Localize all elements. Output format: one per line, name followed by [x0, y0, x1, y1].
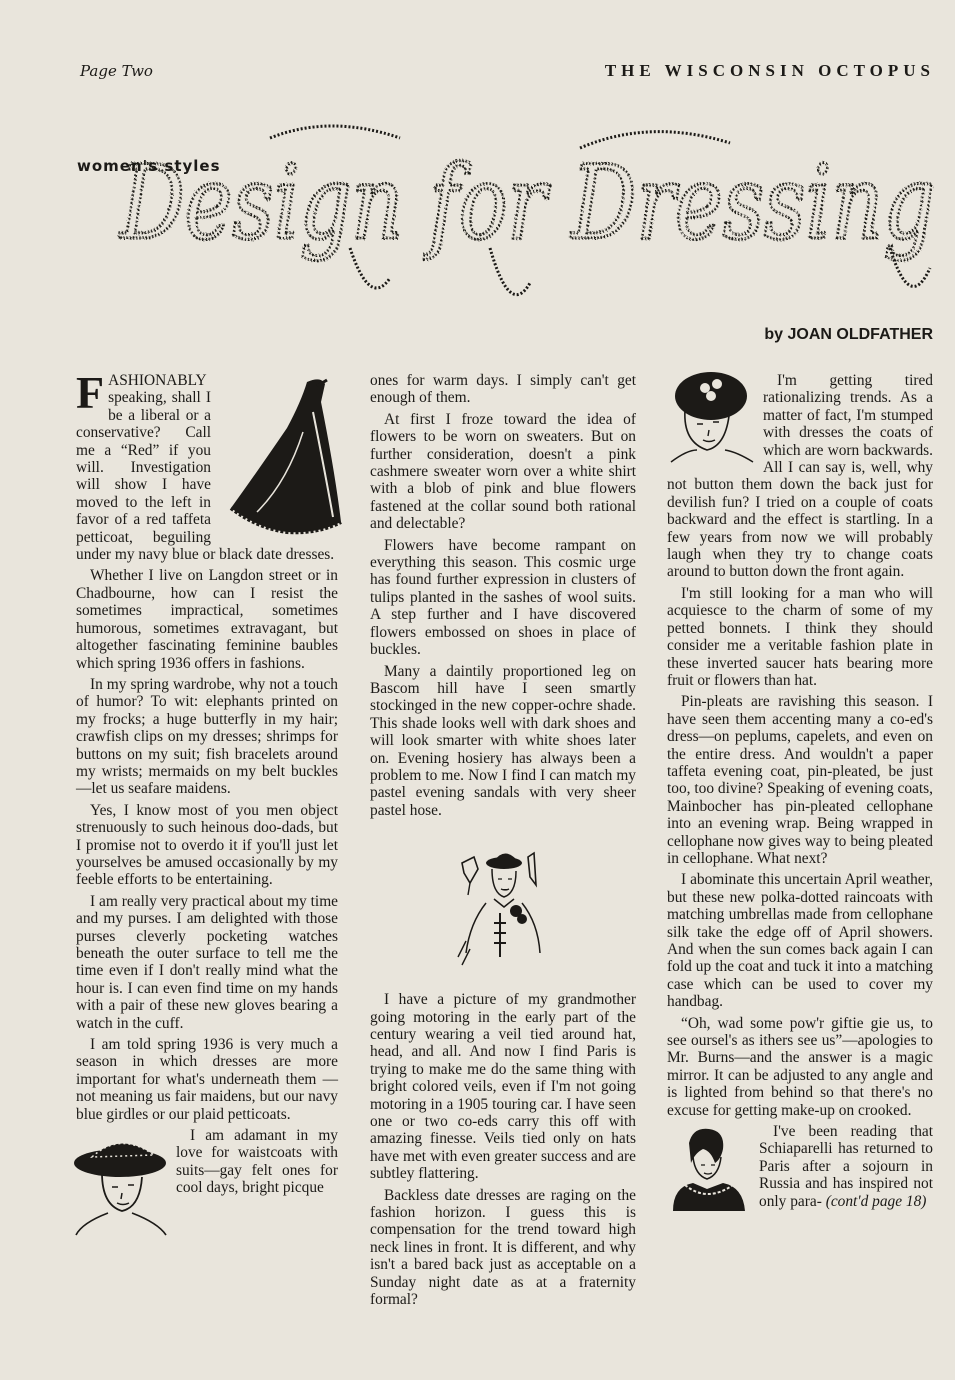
paragraph: In my spring wardrobe, why not a touch of humor? To wit: elephants printed on my frocks; a huge butterfly in my hair; crawfish clips on my dresses; shrimps for buttons on my suit; fish bracelets around my wrists; mermaids on my belt buckles—let us seafare maidens.: [76, 675, 338, 798]
section-label: women's styles: [77, 157, 221, 175]
byline: by JOAN OLDFATHER: [764, 326, 933, 343]
paragraph: Backless date dresses are raging on the fashion horizon. I guess this is compensation for the trend toward high neck lines in front. It is different, and why isn't a bared back just as acceptable on a Sunday night date as at a fraternity formal?: [370, 1186, 636, 1309]
paragraph: Whether I live on Langdon street or in Chadbourne, how can I resist the sometimes impractical, sometimes humorous, sometimes extravagant, but altogether fascinating feminine baubles which spring 1936 offers in fashions.: [76, 567, 338, 672]
paragraph: I abominate this uncertain April weather, but these new polka-dotted raincoats with matching umbrellas made from cellophane silk take the edge off of April showers. And when the sun comes back again I can fold up the coat and tuck it into a matching case which can be used to cover my handbag.: [667, 871, 933, 1011]
paragraph: ones for warm days. I simply can't get enough of them.: [370, 372, 636, 407]
continued-note: (cont'd page 18): [825, 1192, 927, 1210]
title-text: Design for Dressing: [118, 144, 935, 263]
paragraph: Pin-pleats are ravishing this season. I have seen them accenting many a co-ed's dress—on peplums, capelets, and even on the entire dress. And wouldn't a paper taffeta evening coat, pin-pleated, be just too, too divine? Speaking of evening coats, Mainbocher has pin-pleated cellophane into an evening wrap. Being wrapped in cellophane now gives way to being pleated in cellophane. What next?: [667, 693, 933, 867]
column-3: [667, 372, 933, 1219]
page-number: Page Two: [80, 62, 153, 80]
paragraph: I have a picture of my grandmother going motoring in the early part of the century wearing a veil tied around hat, head, and all. And now I find Paris is trying to make me do the same thing with bright colored veils, even if I'm not going motoring in a 1905 touring car. I have seen one or two co-eds carry this off with amazing finesse. Veils tied only on hats have met with even greater success and are subtley flattering.: [370, 991, 636, 1183]
paragraph: Yes, I know most of you men object strenuously to such heinous doo-dads, but I promise not to overdo it if you'll just let yourselves be amused occasionally by my feeble efforts to be entertaining.: [76, 801, 338, 889]
paragraph: ASHIONABLY speaking, shall I be a liberal or a conservative? Call me a “Red” if you will. Investigation will show I have moved to the left in favor of a red taffeta petticoat, beguiling under my navy blue or black date dresses.: [76, 372, 335, 564]
paragraph: I've been reading that Schiaparelli has returned to Paris after a sojourn in Russia and has inspired not only para-: [759, 1123, 933, 1210]
collar-woman-illustration: [663, 1123, 753, 1219]
paragraph: I'm getting tired rationalizing trends. As a matter of fact, I'm stumped with dresses the coats of which are worn backwards. All I can say is, well, why not button them down the back just for devilish fun? I tried on a couple of coats backward and the effect is startling. In a few years from now we will probably laugh when they try to change coats around to button down the front again.: [667, 372, 933, 581]
drop-cap: F: [76, 367, 105, 418]
flower-girl-illustration: [370, 833, 636, 981]
magazine-title: THE WISCONSIN OCTOPUS: [604, 61, 935, 80]
paragraph: “Oh, wad some pow'r giftie gie us, to see oursel's as ithers see us”—apologies to Mr. Burns—and the answer is a magic mirror. It can be adjusted to any angle and is lighted from behind so that there's no excuse for getting make-up on crooked.: [667, 1014, 933, 1119]
petticoat-illustration: [217, 372, 342, 542]
column-2: [370, 372, 636, 1312]
bonnet-woman-illustration: [667, 366, 757, 470]
title-swash-top: [270, 126, 400, 138]
paragraph: I am told spring 1936 is very much a season in which dresses are more important for what's underneath them —not meaning us fair maidens, but our navy blue girdles or our plaid petticoats.: [76, 1036, 338, 1123]
paragraph: Flowers have become rampant on everything this season. This cosmic urge has found further expression in clusters of tulips planted in the sashes of wool suits. A step further and I have discovered flowers embossed on shoes in place of buckles.: [370, 536, 636, 659]
paragraph: I'm still looking for a man who will acquiesce to the charm of some of my petted bonnets. I think they should consider me a veritable fashion plate in these inverted saucer hats bearing more fruit or flowers than hat.: [667, 584, 933, 689]
paragraph: Many a daintily proportioned leg on Bascom hill have I seen smartly stockinged in the new copper-ochre shade. This shade looks well with dark shoes and will look smarter with white shoes later on. Evening hosiery has always been a problem to me. Now I find I can match my pastel evening sandals with very sheer pastel hose.: [370, 662, 636, 819]
hat-woman-illustration: [72, 1127, 172, 1237]
column-1: [76, 367, 338, 1237]
paragraph: At first I froze toward the idea of flowers to be worn on sweaters. But on further consideration, doesn't a pink cashmere sweater worn over a white shirt with a blob of pink and blue flowers fastened at the collar sound both rational and delectable?: [370, 410, 636, 533]
paragraph: I am really very practical about my time and my purses. I am delighted with those purses cleverly pocketing watches beneath the outer surface to tell me the time even if I don't really mind what the hour is. I can even find time on my hands with a pair of these new gloves bearing a watch in the cuff.: [76, 892, 338, 1032]
article-title: [110, 118, 945, 323]
paragraph: I am adamant in my love for waistcoats with suits—gay felt ones for cool days, bright picque: [176, 1127, 338, 1197]
